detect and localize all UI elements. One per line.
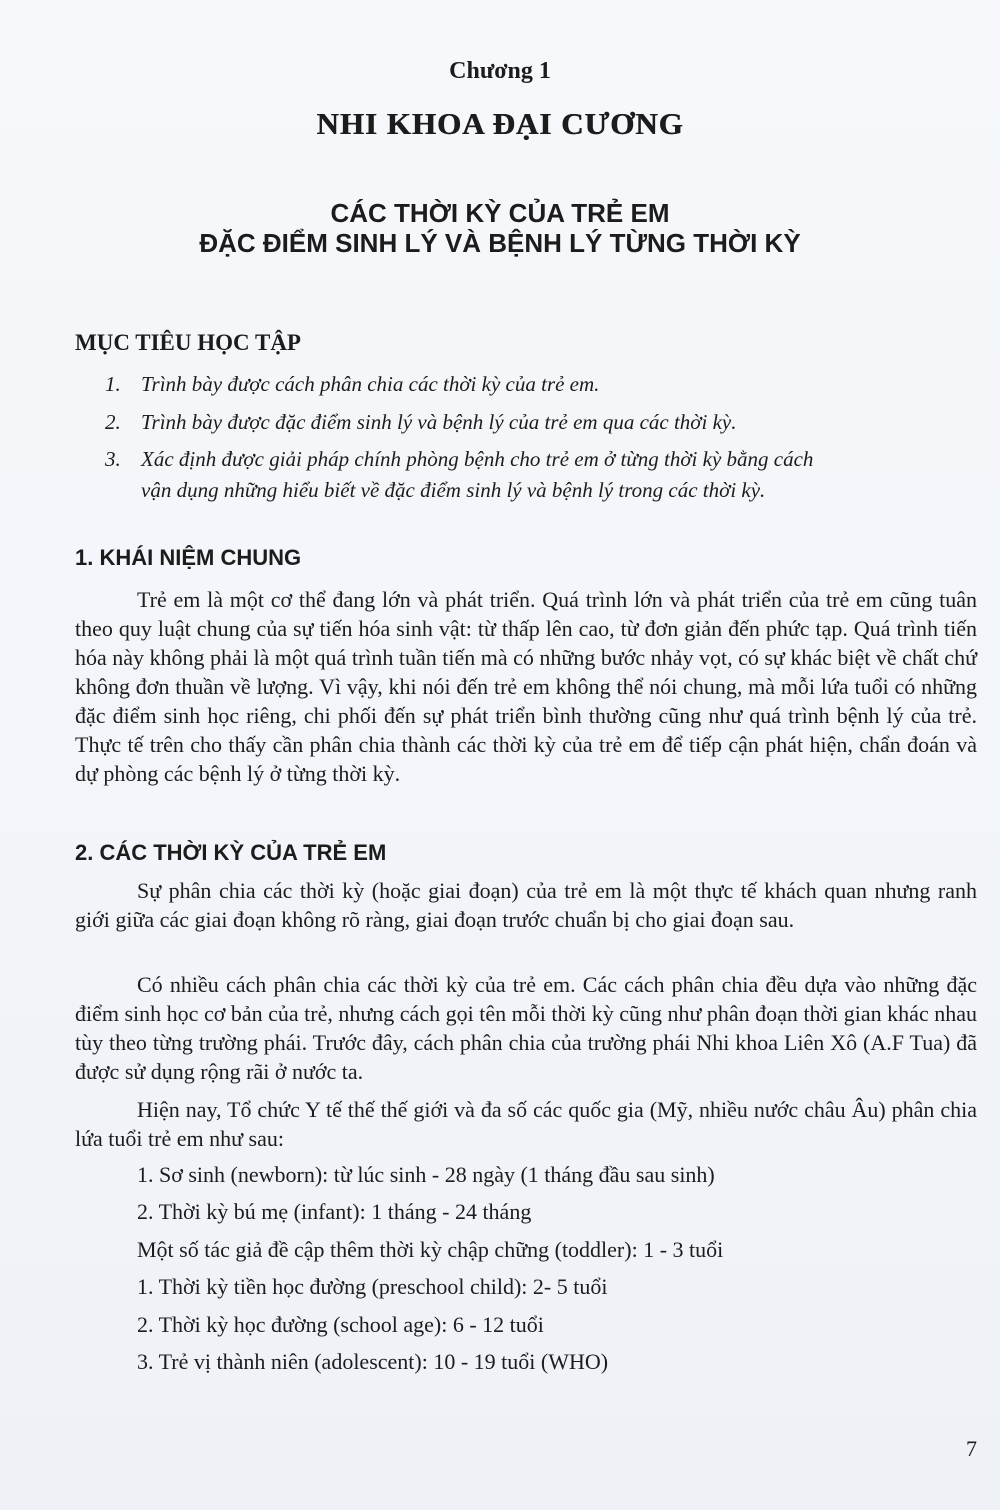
age-period-line: 2. Thời kỳ bú mẹ (infant): 1 tháng - 24 tháng xyxy=(137,1199,532,1224)
objective-number: 3. xyxy=(105,447,121,471)
objective-text-continued: vận dụng những hiểu biết về đặc điểm sinh lý và bệnh lý trong các thời kỳ. xyxy=(141,478,766,502)
objective-text: Trình bày được cách phân chia các thời kỳ của trẻ em. xyxy=(141,372,600,396)
objective-text: Xác định được giải pháp chính phòng bệnh cho trẻ em ở từng thời kỳ bằng cách xyxy=(141,447,814,471)
section-title-line1: CÁC THỜI KỲ CỦA TRẺ EM xyxy=(330,198,670,228)
section-2-paragraph-3-text: Hiện nay, Tổ chức Y tế thế thế giới và đa số các quốc gia (Mỹ, nhiều nước châu Âu) phân chia lứa tuổi trẻ em như sau: xyxy=(75,1097,977,1151)
objective-number: 1. xyxy=(105,372,121,396)
page-number: 7 xyxy=(966,1436,977,1461)
objective-number: 2. xyxy=(105,410,121,434)
book-title: NHI KHOA ĐẠI CƯƠNG xyxy=(316,106,684,141)
section-2-paragraph-1 xyxy=(75,876,977,934)
objective-item xyxy=(105,369,977,400)
age-period-line: 3. Trẻ vị thành niên (adolescent): 10 - 19 tuổi (WHO) xyxy=(137,1349,609,1374)
objective-item xyxy=(105,407,977,438)
age-period-line: 1. Sơ sinh (newborn): từ lúc sinh - 28 ngày (1 tháng đầu sau sinh) xyxy=(137,1162,715,1187)
section-2-paragraph-2-text: Có nhiều cách phân chia các thời kỳ của trẻ em. Các cách phân chia đều dựa vào những đặc điểm sinh học cơ bản của trẻ, nhưng cách gọi tên mỗi thời kỳ cũng như phân đoạn thời gian khác nhau tùy theo từng trường phái. Trước đây, cách phân chia của trường phái Nhi khoa Liên Xô (A.F Tua) đã được sử dụng rộng rãi ở nước ta. xyxy=(75,972,977,1084)
objectives-heading: MỤC TIÊU HỌC TẬP xyxy=(75,330,301,355)
section-2-paragraph-1-text: Sự phân chia các thời kỳ (hoặc giai đoạn) của trẻ em là một thực tế khách quan nhưng ranh giới giữa các giai đoạn không rõ ràng, giai đoạn trước chuẩn bị cho giai đoạn sau. xyxy=(75,878,977,932)
section-1-heading: 1. KHÁI NIỆM CHUNG xyxy=(75,545,302,570)
age-period-line: 1. Thời kỳ tiền học đường (preschool child): 2- 5 tuổi xyxy=(137,1274,608,1299)
section-2-heading: 2. CÁC THỜI KỲ CỦA TRẺ EM xyxy=(75,840,387,865)
objective-text: Trình bày được đặc điểm sinh lý và bệnh lý của trẻ em qua các thời kỳ. xyxy=(141,410,737,434)
objective-item xyxy=(105,444,977,506)
section-title-line2: ĐẶC ĐIỂM SINH LÝ VÀ BỆNH LÝ TỪNG THỜI KỲ xyxy=(199,228,801,258)
age-period-line: 2. Thời kỳ học đường (school age): 6 - 12 tuổi xyxy=(137,1312,544,1337)
section-2-paragraph-3 xyxy=(75,1095,977,1153)
section-1-paragraph xyxy=(75,585,977,788)
section-1-paragraph-text: Trẻ em là một cơ thể đang lớn và phát triển. Quá trình lớn và phát triển của trẻ em cũng tuân theo quy luật chung của sự tiến hóa sinh vật: từ thấp lên cao, từ đơn giản đến phức tạp. Quá trình tiến hóa này không phải là một quá trình tuần tiến mà có những bước nhảy vọt, có sự khác biệt về chất chứ không đơn thuần về lượng. Vì vậy, khi nói đến trẻ em không thể nói chung, mà mỗi lứa tuổi có những đặc điểm sinh học riêng, chi phối đến sự phát triển bình thường cũng như quá trình bệnh lý của trẻ. Thực tế trên cho thấy cần phân chia thành các thời kỳ của trẻ em để tiếp cận phát hiện, chẩn đoán và dự phòng các bệnh lý ở từng thời kỳ. xyxy=(75,587,977,786)
chapter-label: Chương 1 xyxy=(449,58,551,84)
age-period-line: Một số tác giả đề cập thêm thời kỳ chập chững (toddler): 1 - 3 tuổi xyxy=(137,1237,724,1262)
section-2-paragraph-2 xyxy=(75,970,977,1086)
